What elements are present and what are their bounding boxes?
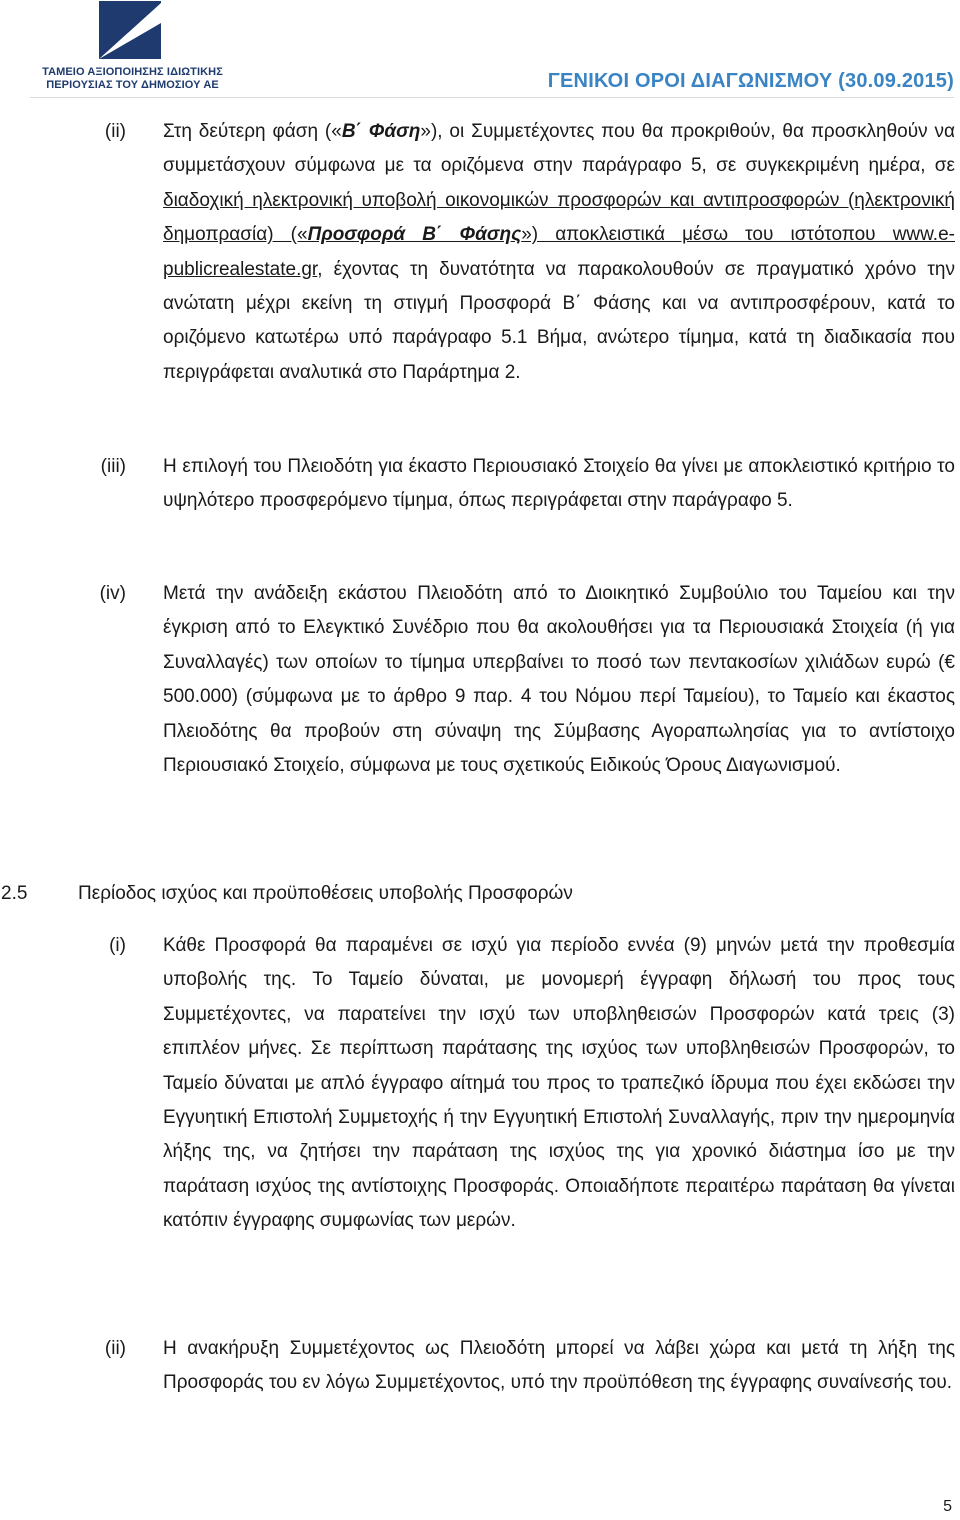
item-text: Κάθε Προσφορά θα παραμένει σε ισχύ για περίοδο εννέα (9) μηνών μετά την προθεσμία υποβολής της. Το Ταμείο δύναται, με μονομερή έγγραφη δήλωσή του προς τους Συμμετέχοντες, να παρατείνει την ισχύ των υποβληθεισών Προσφορών κατά τρεις (3) επιπλέον μήνες. Σε περίπτωση παράτασης της ισχύος των υποβληθεισών Προσφορών, το Ταμείο δύναται με απλό έγγραφο αίτημά του προς το τραπεζικό ίδρυμα που έχει εκδώσει την Εγγυητική Επιστολή Συμμετοχής ή την Εγγυητική Επιστολή Συναλλαγής, πριν την ημερομηνία λήξης της, να ζητήσει την παράταση της ισχύος της για χρονικό διάστημα ίσο με την παράταση ισχύος της αντίστοιχης Προσφοράς. Οποιαδήποτε περαιτέρω παράταση θα γίνεται κατόπιν έγγραφης συμφωνίας των μερών. xyxy=(163,935,955,1232)
text-run: διαδοχική ηλεκτρονική υποβολή οικονομικών προσφορών και αντιπροσφορών (ηλεκτρονική δημοπρασία) (« xyxy=(163,189,955,246)
organization-name xyxy=(30,66,235,92)
text-run: , έχοντας τη δυνατότητα να παρακολουθούν σε πραγματικό χρόνο την ανώτατη μέχρι εκείνη τη στιγμή Προσφορά Β΄ Φάσης και να αντιπροσφέρουν, κατά το οριζόμενο κατωτέρω υπό παράγραφο 5.1 Βήμα, ανώτερο τίμημα, κατά τη διαδικασία που περιγράφεται αναλυτικά στο Παράρτημα 2. xyxy=(163,258,955,383)
item-text: Η επιλογή του Πλειοδότη για έκαστο Περιουσιακό Στοιχείο θα γίνει με αποκλειστικό κριτήριο το υψηλότερο προσφερόμενο τίμημα, όπως περιγράφεται στην παράγραφο 5. xyxy=(163,456,955,512)
item-label: (iv) xyxy=(99,583,126,604)
item-label: (ii) xyxy=(104,121,126,142)
item-label: (iii) xyxy=(100,456,126,477)
document-title: ΓΕΝΙΚΟΙ ΟΡΟΙ ΔΙΑΓΩΝΙΣΜΟΥ (30.09.2015) xyxy=(547,70,954,92)
emphasis-term: Β΄ Φάση xyxy=(341,121,421,142)
item-label: (ii) xyxy=(104,1338,126,1359)
header-divider xyxy=(30,97,954,98)
item-label: (i) xyxy=(109,935,126,956)
text-run: ») αποκλειστικά μέσω του ιστότοπου www.e-publicrealestate.gr xyxy=(163,224,955,280)
text-run: »), οι Συμμετέχοντες που θα προκριθούν, θα προσκληθούν να συμμετάσχουν σύμφωνα με τα οριζόμενα στην παράγραφο 5, σε συγκεκριμένη ημέρα, σε xyxy=(163,121,955,177)
taiped-logo-icon xyxy=(99,1,161,59)
taiped-logo xyxy=(99,1,161,59)
item-text: Μετά την ανάδειξη εκάστου Πλειοδότη από το Διοικητικό Συμβούλιο του Ταμείου και την έγκριση από το Ελεγκτικό Συνέδριο που θα ακολουθήσει για τα Περιουσιακά Στοιχεία (ή για Συναλλαγές) των οποίων το τίμημα υπερβαίνει το ποσό των πεντακοσίων χιλιάδων ευρώ (€ 500.000) (σύμφωνα με το άρθρο 9 παρ. 4 του Νόμου περί Ταμείου), το Ταμείο και έκαστος Πλειοδότης θα προβούν στη σύναψη της Σύμβασης Αγοραπωλησίας για το αντίστοιχο Περιουσιακό Στοιχείο, σύμφωνα με τους σχετικούς Ειδικούς Όρους Διαγωνισμού. xyxy=(163,583,955,777)
organization-name-line2: ΠΕΡΙΟΥΣΙΑΣ ΤΟΥ ΔΗΜΟΣΙΟΥ ΑΕ xyxy=(46,79,219,91)
emphasis-term: Προσφορά Β΄ Φάσης xyxy=(307,224,522,246)
item-text: Η ανακήρυξη Συμμετέχοντος ως Πλειοδότη μπορεί να λάβει χώρα και μετά τη λήξη της Προσφοράς του εν λόγω Συμμετέχοντος, υπό την προϋπόθεση της έγγραφης συναίνεσής του. xyxy=(163,1338,955,1394)
section-title: Περίοδος ισχύος και προϋποθέσεις υποβολής Προσφορών xyxy=(78,883,573,904)
organization-name-line1: ΤΑΜΕΙΟ ΑΞΙΟΠΟΙΗΣΗΣ ΙΔΙΩΤΙΚΗΣ xyxy=(42,66,223,78)
page-number: 5 xyxy=(943,1498,952,1515)
text-run: Στη δεύτερη φάση (« xyxy=(163,121,342,142)
section-number: 2.5 xyxy=(1,883,28,904)
item-text xyxy=(163,115,955,390)
